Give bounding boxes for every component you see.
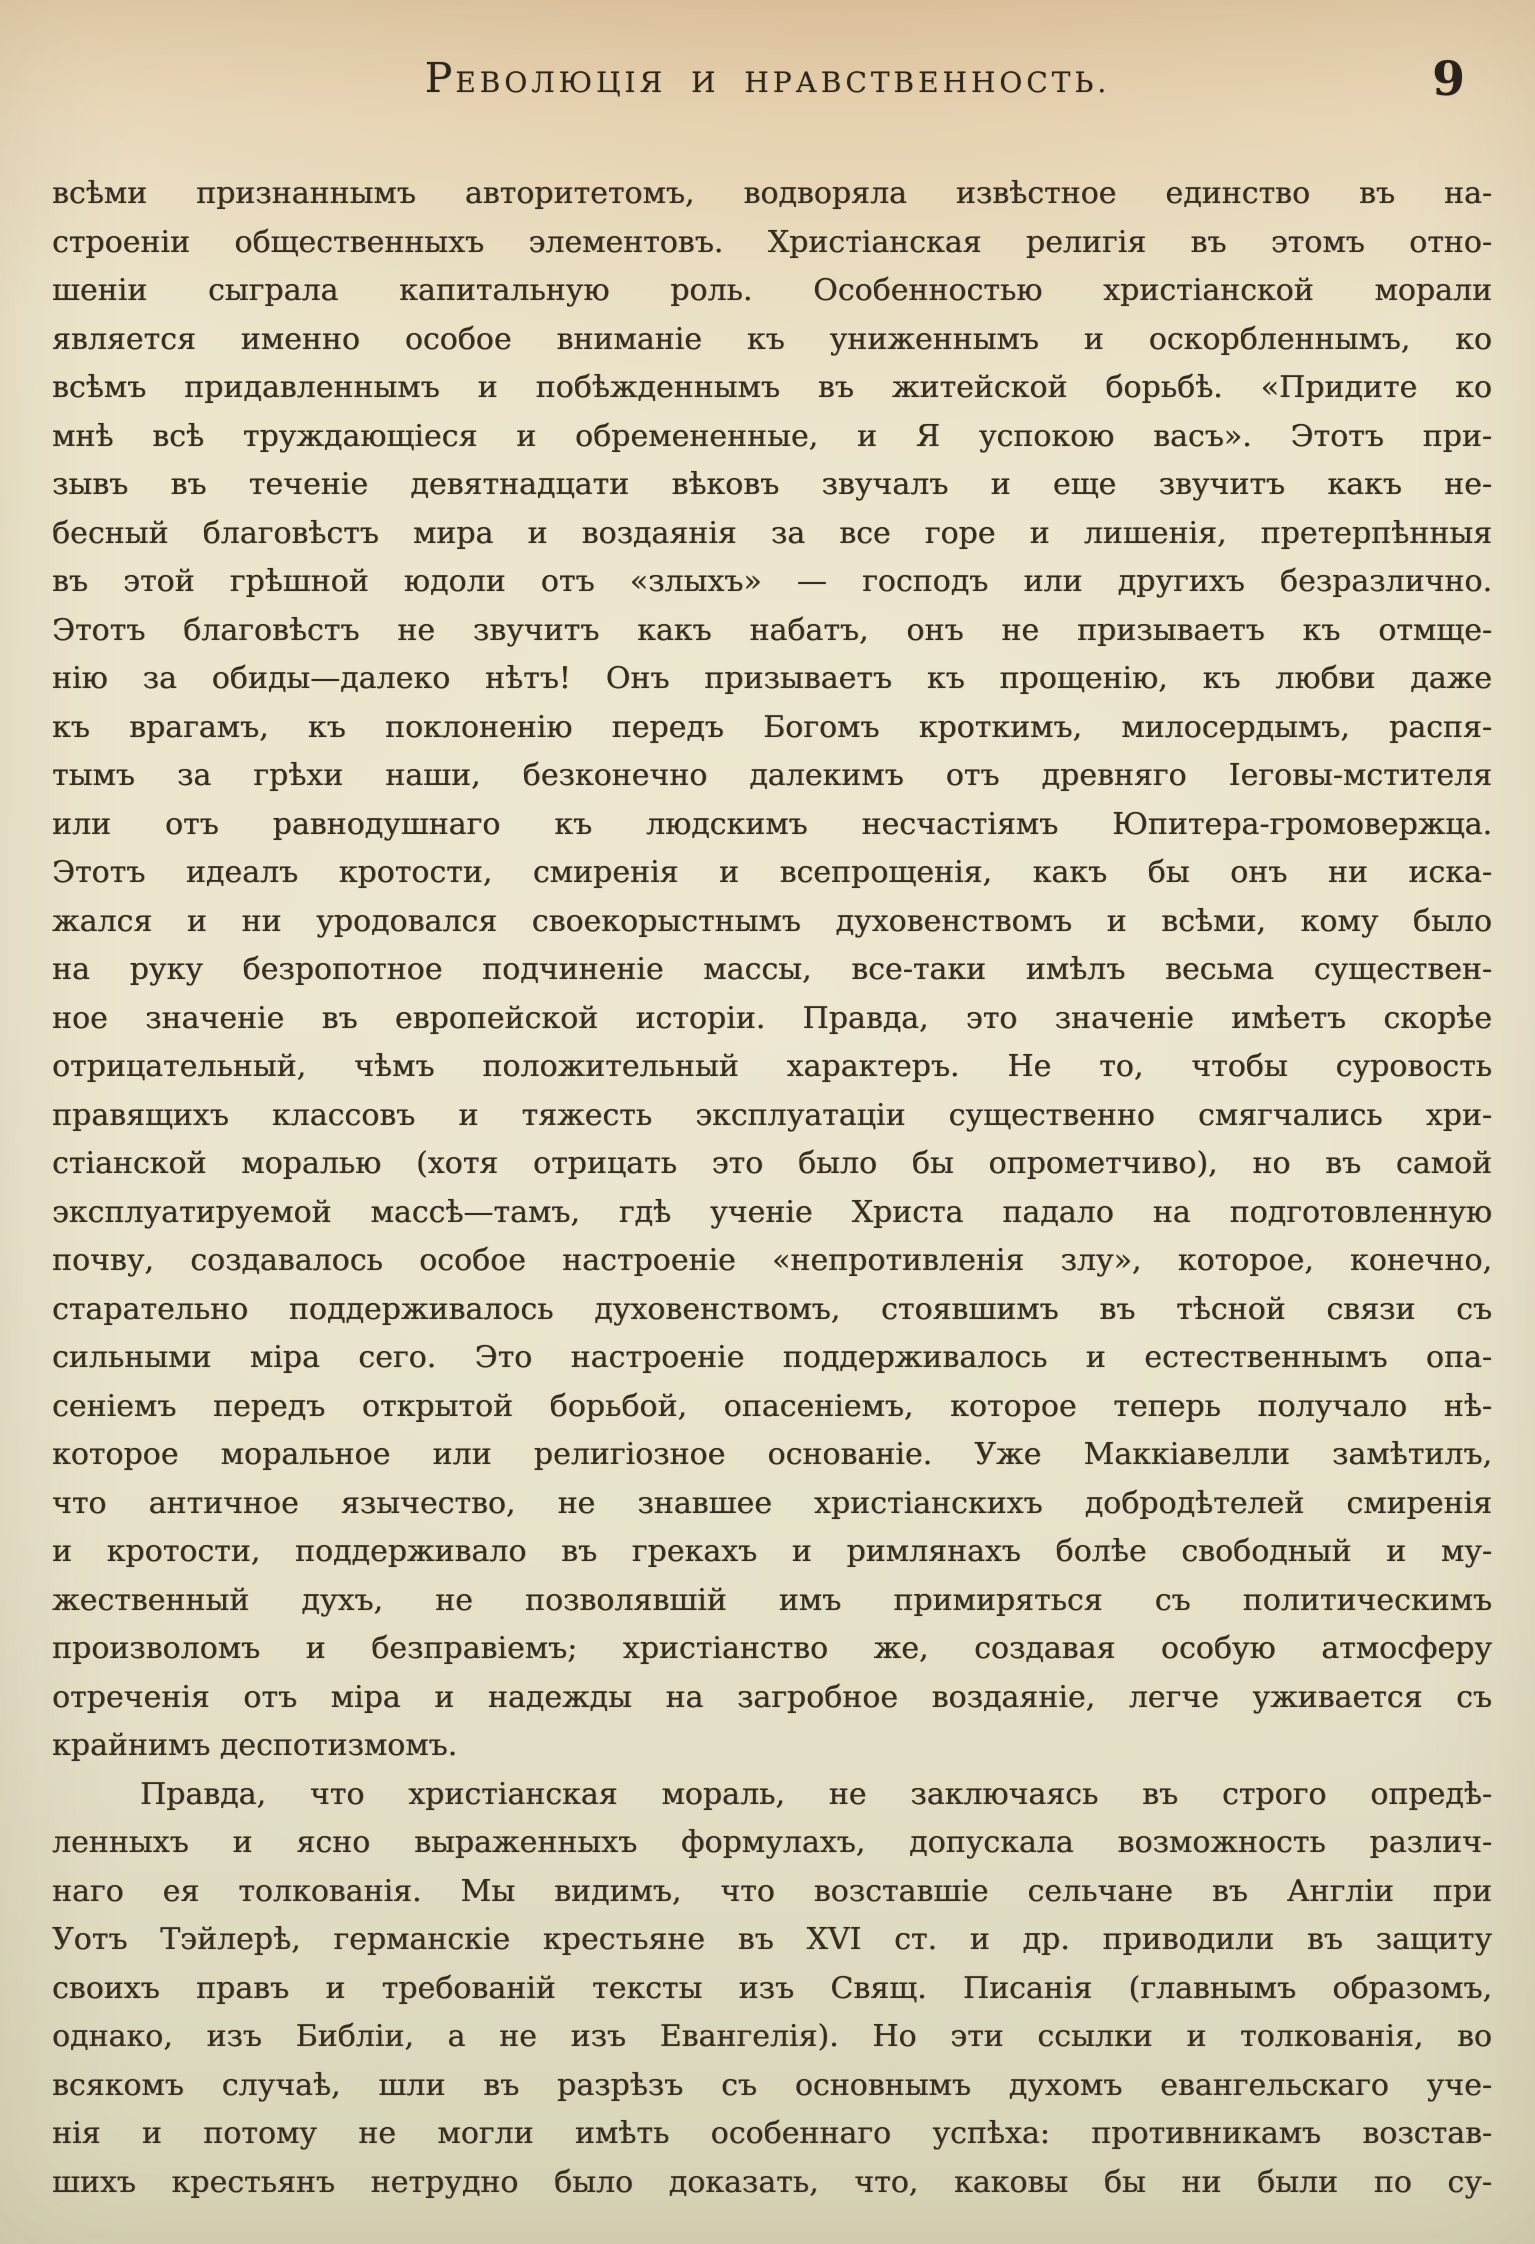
text-line: бесный благовѣстъ мира и воздаянія за все горе и лишенія, претерпѣнныя xyxy=(52,515,1492,551)
text-line: мнѣ всѣ труждающіеся и обремененные, и Я успокою васъ». Этотъ при- xyxy=(52,418,1492,454)
text-line: сильными міра сего. Это настроеніе поддерживалось и естественнымъ опа- xyxy=(52,1340,1492,1375)
text-line: Правда, что христіанская мораль, не заключаясь въ строго опредѣ- xyxy=(140,1776,1492,1812)
text-line: Этотъ идеалъ кротости, смиренія и всепрощенія, какъ бы онъ ни иска- xyxy=(52,855,1492,890)
text-line: нію за обиды—далеко нѣтъ! Онъ призываетъ къ прощенію, къ любви даже xyxy=(52,661,1492,696)
text-line: нія и потому не могли имѣть особеннаго успѣха: противникамъ возстав- xyxy=(52,2116,1492,2151)
text-line: сеніемъ передъ открытой борьбой, опасеніемъ, которое теперь получало нѣ- xyxy=(52,1388,1492,1424)
text-line: зывъ въ теченіе девятнадцати вѣковъ звучалъ и еще звучитъ какъ не- xyxy=(52,467,1492,502)
text-line: однако, изъ Библіи, а не изъ Евангелія). Но эти ссылки и толкованія, во xyxy=(52,2019,1492,2054)
text-line: отрицательный, чѣмъ положительный характеръ. Не то, чтобы суровость xyxy=(52,1049,1492,1084)
text-line: является именно особое вниманіе къ униженнымъ и оскорбленнымъ, ко xyxy=(52,321,1492,357)
text-line: жественный духъ, не позволявшій имъ примиряться съ политическимъ xyxy=(52,1582,1492,1618)
text-line: своихъ правъ и требованій тексты изъ Свящ. Писанія (главнымъ образомъ, xyxy=(52,1970,1492,2006)
text-line: что античное язычество, не знавшее христіанскихъ добродѣтелей смиренія xyxy=(52,1485,1492,1521)
text-line: на руку безропотное подчиненіе массы, все-таки имѣлъ весьма существен- xyxy=(52,952,1492,987)
text-line: правящихъ классовъ и тяжесть эксплуатаціи существенно смягчались хри- xyxy=(52,1097,1492,1133)
text-line: старательно поддерживалось духовенствомъ, стоявшимъ въ тѣсной связи съ xyxy=(52,1291,1492,1327)
text-line: шихъ крестьянъ нетрудно было доказать, что, каковы бы ни были по су- xyxy=(52,2164,1492,2200)
text-line: или отъ равнодушнаго къ людскимъ несчастіямъ Юпитера-громовержца. xyxy=(52,806,1492,842)
text-line: ленныхъ и ясно выраженныхъ формулахъ, допускала возможность различ- xyxy=(52,1825,1492,1860)
text-line: наго ея толкованія. Мы видимъ, что возставшіе сельчане въ Англіи при xyxy=(52,1873,1492,1909)
page-body xyxy=(52,170,1492,2207)
text-line: тымъ за грѣхи наши, безконечно далекимъ отъ древняго Іеговы-мстителя xyxy=(52,758,1492,793)
text-line: жался и ни уродовался своекорыстнымъ духовенствомъ и всѣми, кому было xyxy=(52,903,1492,939)
text-line: и кротости, поддерживало въ грекахъ и римлянахъ болѣе свободный и му- xyxy=(52,1534,1492,1569)
paragraph-1 xyxy=(52,170,1492,1771)
text-line: Этотъ благовѣстъ не звучитъ какъ набатъ, онъ не призываетъ къ отмще- xyxy=(52,612,1492,648)
text-line: къ врагамъ, къ поклоненію передъ Богомъ кроткимъ, милосердымъ, распя- xyxy=(52,709,1492,745)
text-line: Уотъ Тэйлерѣ, германскіе крестьяне въ XVI ст. и др. приводили въ защиту xyxy=(52,1922,1492,1957)
page-number: 9 xyxy=(1432,52,1465,107)
text-line: стіанской моралью (хотя отрицать это было бы опрометчиво), но въ самой xyxy=(52,1146,1492,1181)
text-line: эксплуатируемой массѣ—тамъ, гдѣ ученіе Христа падало на подготовленную xyxy=(52,1194,1492,1230)
text-line: строеніи общественныхъ элементовъ. Христіанская религія въ этомъ отно- xyxy=(52,224,1492,260)
running-title: РЕВОЛЮЦІЯ И НРАВСТВЕННОСТЬ. xyxy=(424,54,1111,102)
text-line: въ этой грѣшной юдоли отъ «злыхъ» — господъ или другихъ безразлично. xyxy=(52,564,1492,599)
text-line: всякомъ случаѣ, шли въ разрѣзъ съ основнымъ духомъ евангельскаго уче- xyxy=(52,2067,1492,2103)
text-line: отреченія отъ міра и надежды на загробное воздаяніе, легче уживается съ xyxy=(52,1679,1492,1715)
text-line: крайнимъ деспотизмомъ. xyxy=(52,1728,458,1763)
text-line: почву, создавалось особое настроеніе «непротивленія злу», которое, конечно, xyxy=(52,1243,1492,1278)
text-line: произволомъ и безправіемъ; христіанство же, создавая особую атмосферу xyxy=(52,1631,1492,1666)
text-line: всѣми признаннымъ авторитетомъ, водворяла извѣстное единство въ на- xyxy=(52,176,1492,211)
text-line: всѣмъ придавленнымъ и побѣжденнымъ въ житейской борьбѣ. «Придите ко xyxy=(52,370,1492,405)
text-line: шеніи сыграла капитальную роль. Особенностью христіанской морали xyxy=(52,273,1492,308)
text-line: которое моральное или религіозное основаніе. Уже Маккіавелли замѣтилъ, xyxy=(52,1437,1492,1472)
paragraph-2 xyxy=(52,1771,1492,2208)
text-line: ное значеніе въ европейской исторіи. Правда, это значеніе имѣетъ скорѣе xyxy=(52,1000,1492,1036)
